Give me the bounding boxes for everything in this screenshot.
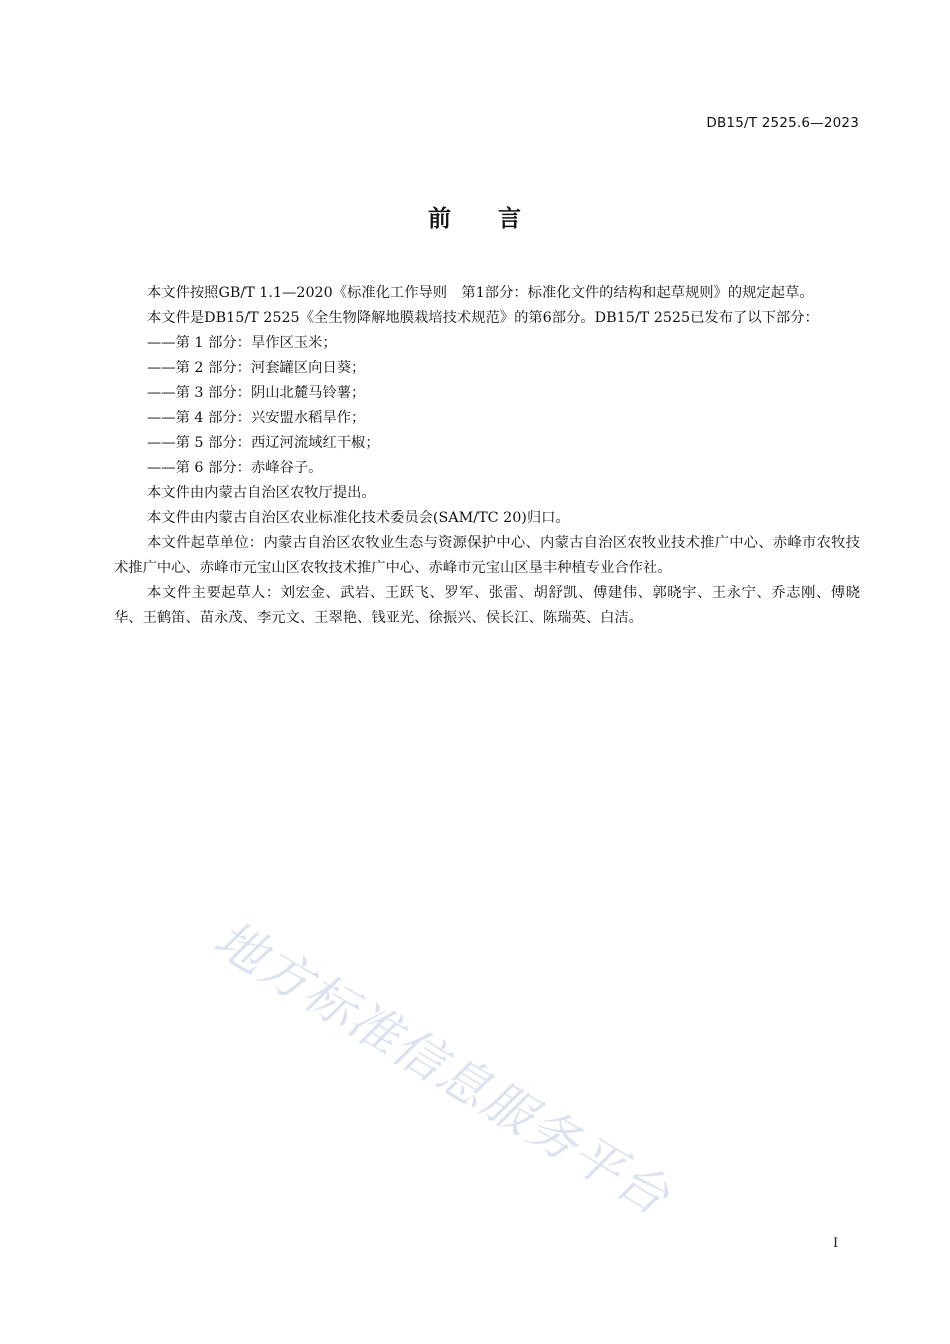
list-item-part-6: ——第 6 部分：赤峰谷子。 <box>147 460 323 476</box>
list-item-part-5: ——第 5 部分：西辽河流域红干椒； <box>147 435 380 451</box>
paragraph-proposed-by: 本文件由内蒙古自治区农牧厅提出。 <box>147 485 376 501</box>
foreword-body <box>114 281 860 631</box>
list-item-part-4: ——第 4 部分：兴安盟水稻旱作； <box>147 410 366 426</box>
list-item-part-3: ——第 3 部分：阴山北麓马铃薯； <box>147 385 366 401</box>
title-char-1: 前 <box>428 206 452 232</box>
paragraph-centralized-by: 本文件由内蒙古自治区农业标准化技术委员会(SAM/TC 20)归口。 <box>147 510 570 526</box>
list-item-part-2: ——第 2 部分：河套罐区向日葵； <box>147 360 366 376</box>
paragraph-drafting-rules: 本文件按照GB/T 1.1—2020《标准化工作导则 第1部分：标准化文件的结构和起草规则》的规定起草。 <box>147 285 814 301</box>
paragraph-drafters: 本文件主要起草人：刘宏金、武岩、王跃飞、罗军、张雷、胡舒凯、傅建伟、郭晓宇、王永宁、乔志刚、傅晓华、王鹤笛、苗永茂、李元文、王翠艳、钱亚光、徐振兴、侯长江、陈瑞英、白洁。 <box>114 585 860 626</box>
title-char-2: 言 <box>498 206 522 232</box>
paragraph-series-intro: 本文件是DB15/T 2525《全生物降解地膜栽培技术规范》的第6部分。DB15/T 2525已发布了以下部分： <box>147 310 819 326</box>
watermark-text: 地方标准信息服务平台 <box>204 909 681 1227</box>
document-code: DB15/T 2525.6—2023 <box>706 115 859 131</box>
paragraph-drafting-units: 本文件起草单位：内蒙古自治区农牧业生态与资源保护中心、内蒙古自治区农牧业技术推广中心、赤峰市农牧技术推广中心、赤峰市元宝山区农牧技术推广中心、赤峰市元宝山区垦丰种植专业合作社。 <box>114 535 860 576</box>
page-title <box>0 200 950 233</box>
list-item-part-1: ——第 1 部分：旱作区玉米； <box>147 335 337 351</box>
page-number: I <box>833 1236 839 1251</box>
